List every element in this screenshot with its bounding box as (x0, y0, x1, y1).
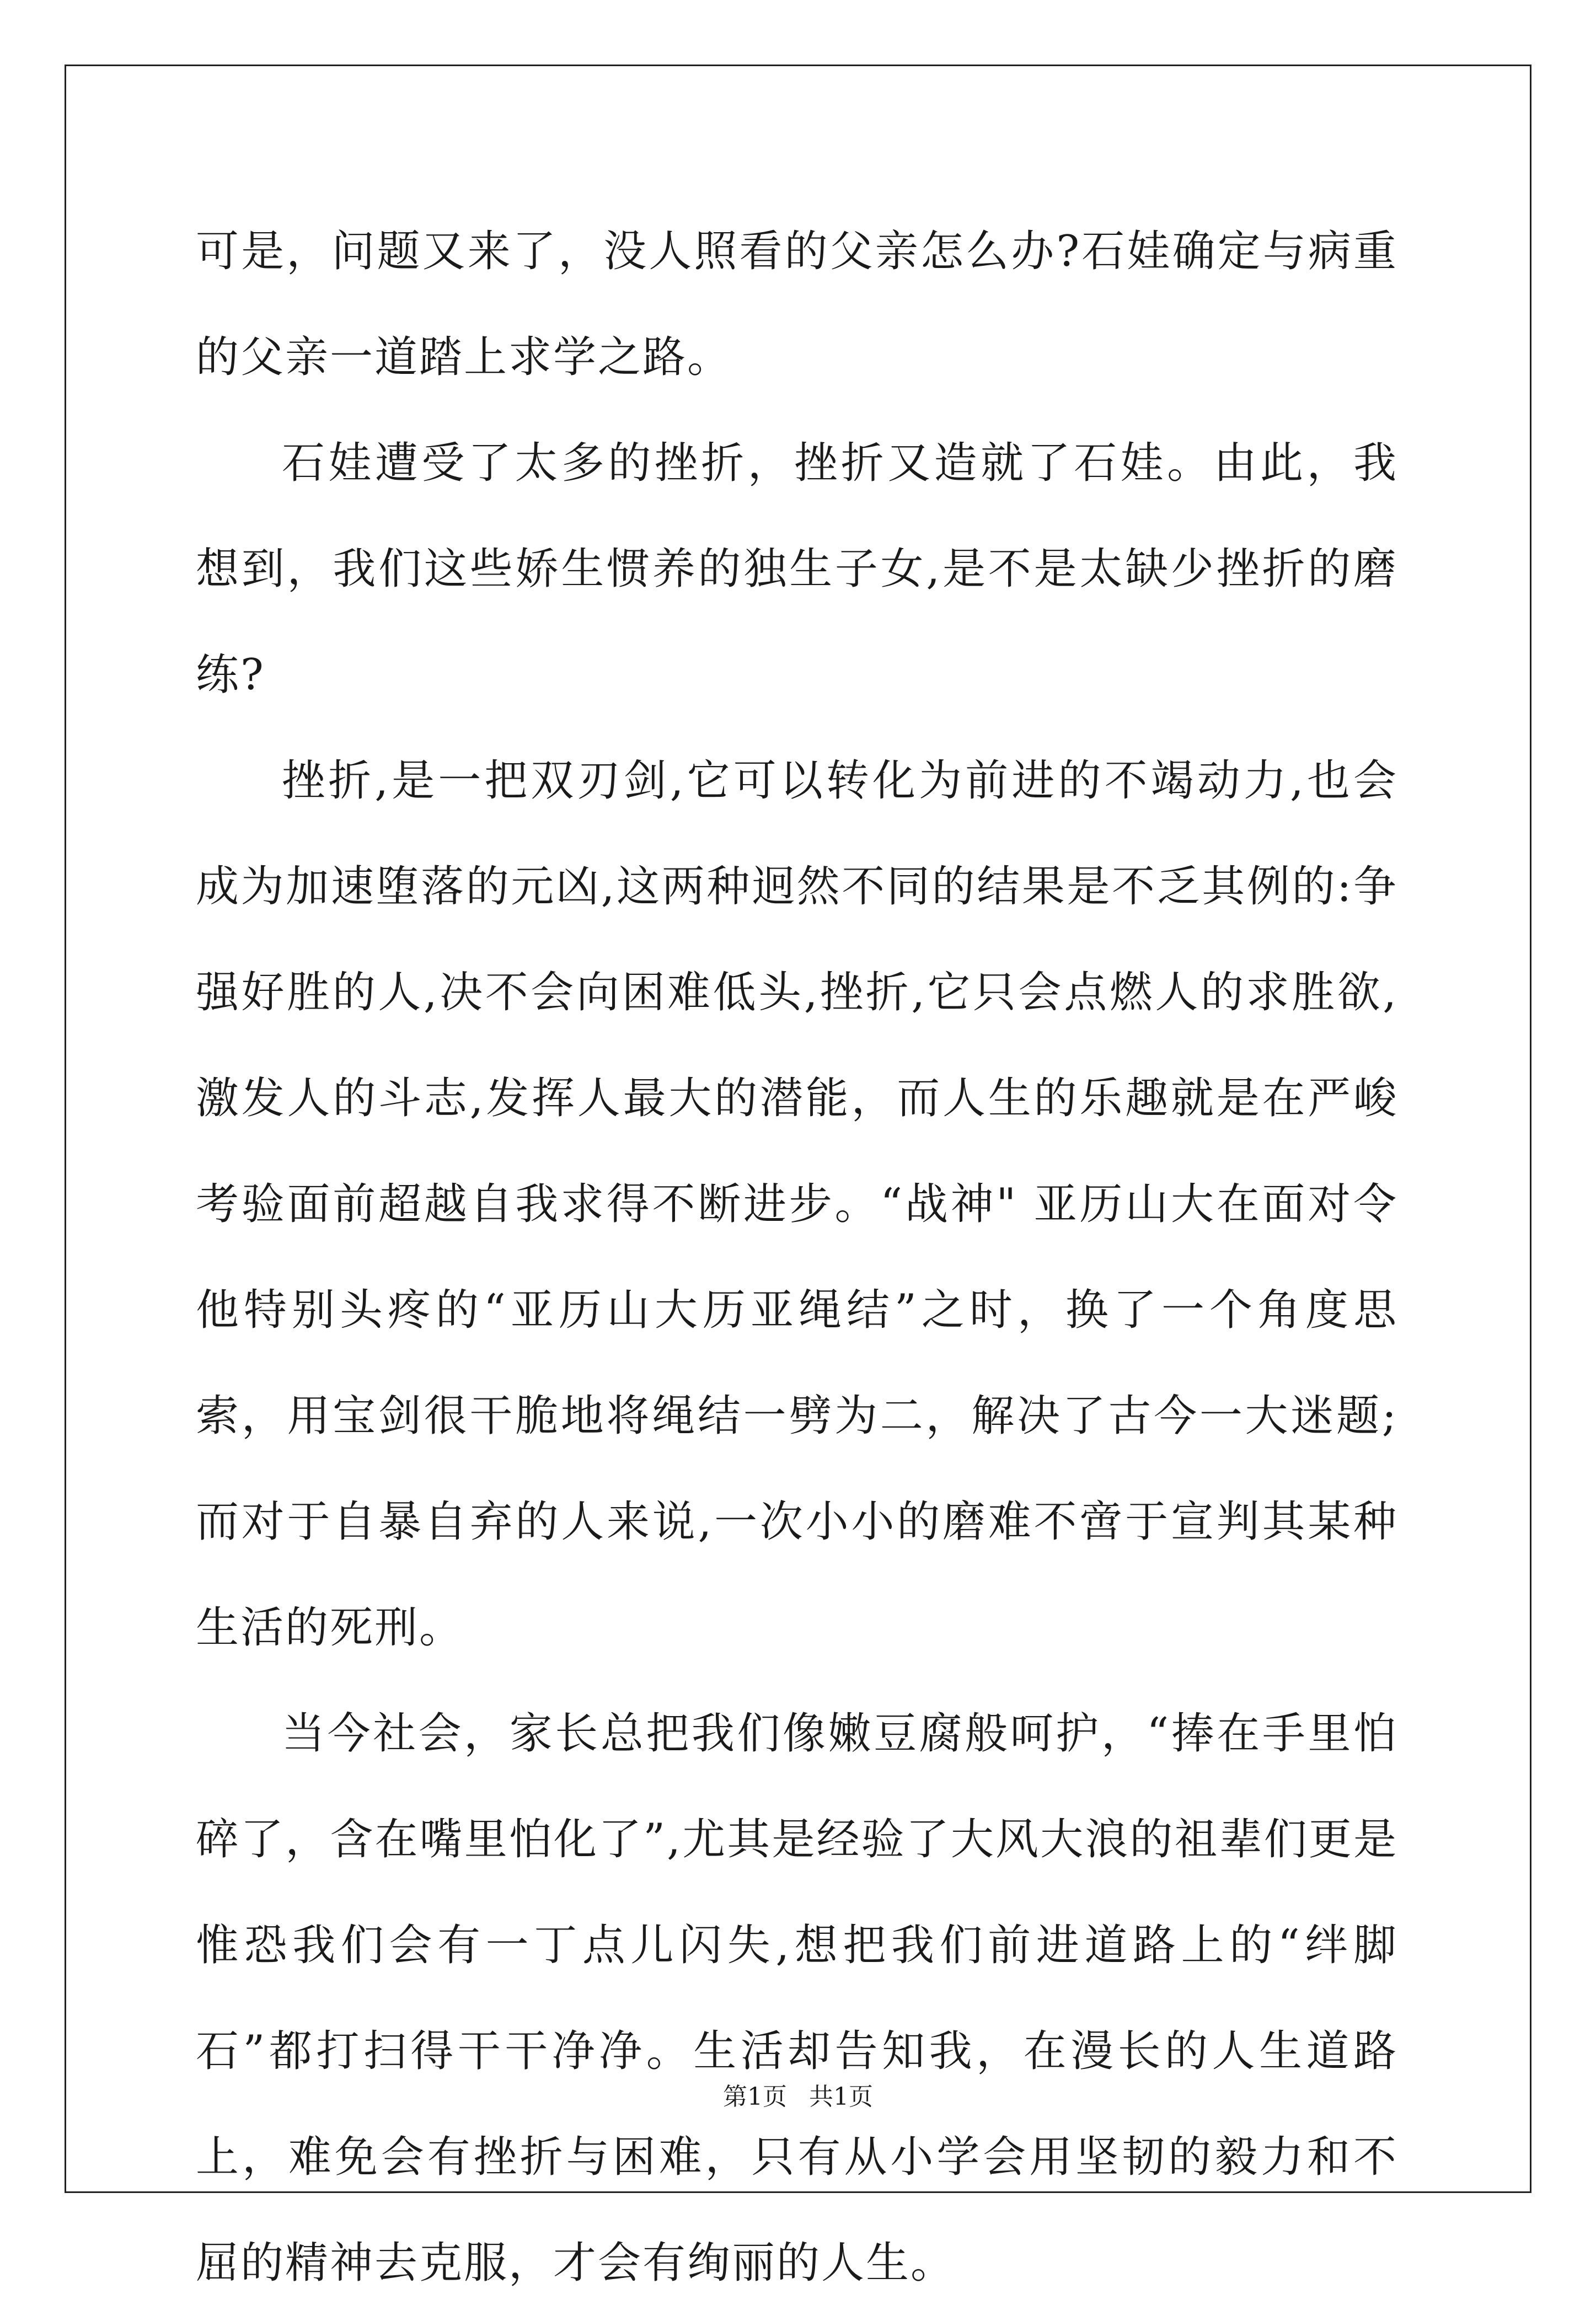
paragraph-1: 可是，问题又来了，没人照看的父亲怎么办?石娃确定与病重的父亲一道踏上求学之路。 (196, 227, 1398, 382)
page-number-total: 共1页 (809, 2083, 873, 2111)
paragraph-4: 当今社会，家长总把我们像嫩豆腐般呵护，“捧在手里怕碎了，含在嘴里怕化了”,尤其是经验了大风大浪的祖辈们更是惟恐我们会有一丁点儿闪失,想把我们前进道路上的“绊脚石”都打扫得干干净净。生活却告知我，在漫长的人生道路上，难免会有挫折与困难，只有从小学会用坚韧的毅力和不屈的精神去克服，才会有绚丽的人生。 (196, 1709, 1398, 2288)
page-footer (0, 2081, 1596, 2114)
paragraph-2: 石娃遭受了太多的挫折，挫折又造就了石娃。由此，我想到，我们这些娇生惯养的独生子女,是不是太缺少挫折的磨练? (196, 438, 1398, 700)
document-body (196, 199, 1398, 2316)
paragraph-3: 挫折,是一把双刃剑,它可以转化为前进的不竭动力,也会成为加速堕落的元凶,这两种迥然不同的结果是不乏其例的:争强好胜的人,决不会向困难低头,挫折,它只会点燃人的求胜欲,激发人的斗志,发挥人最大的潜能，而人生的乐趣就是在严峻考验面前超越自我求得不断进步。“战神" 亚历山大在面对令他特别头疼的“亚历山大历亚绳结”之时，换了一个角度思索，用宝剑很干脆地将绳结一劈为二，解决了古今一大迷题;而对于自暴自弃的人来说,一次小小的磨难不啻于宣判其某种生活的死刑。 (196, 756, 1398, 1653)
page-number-current: 第1页 (723, 2083, 787, 2111)
